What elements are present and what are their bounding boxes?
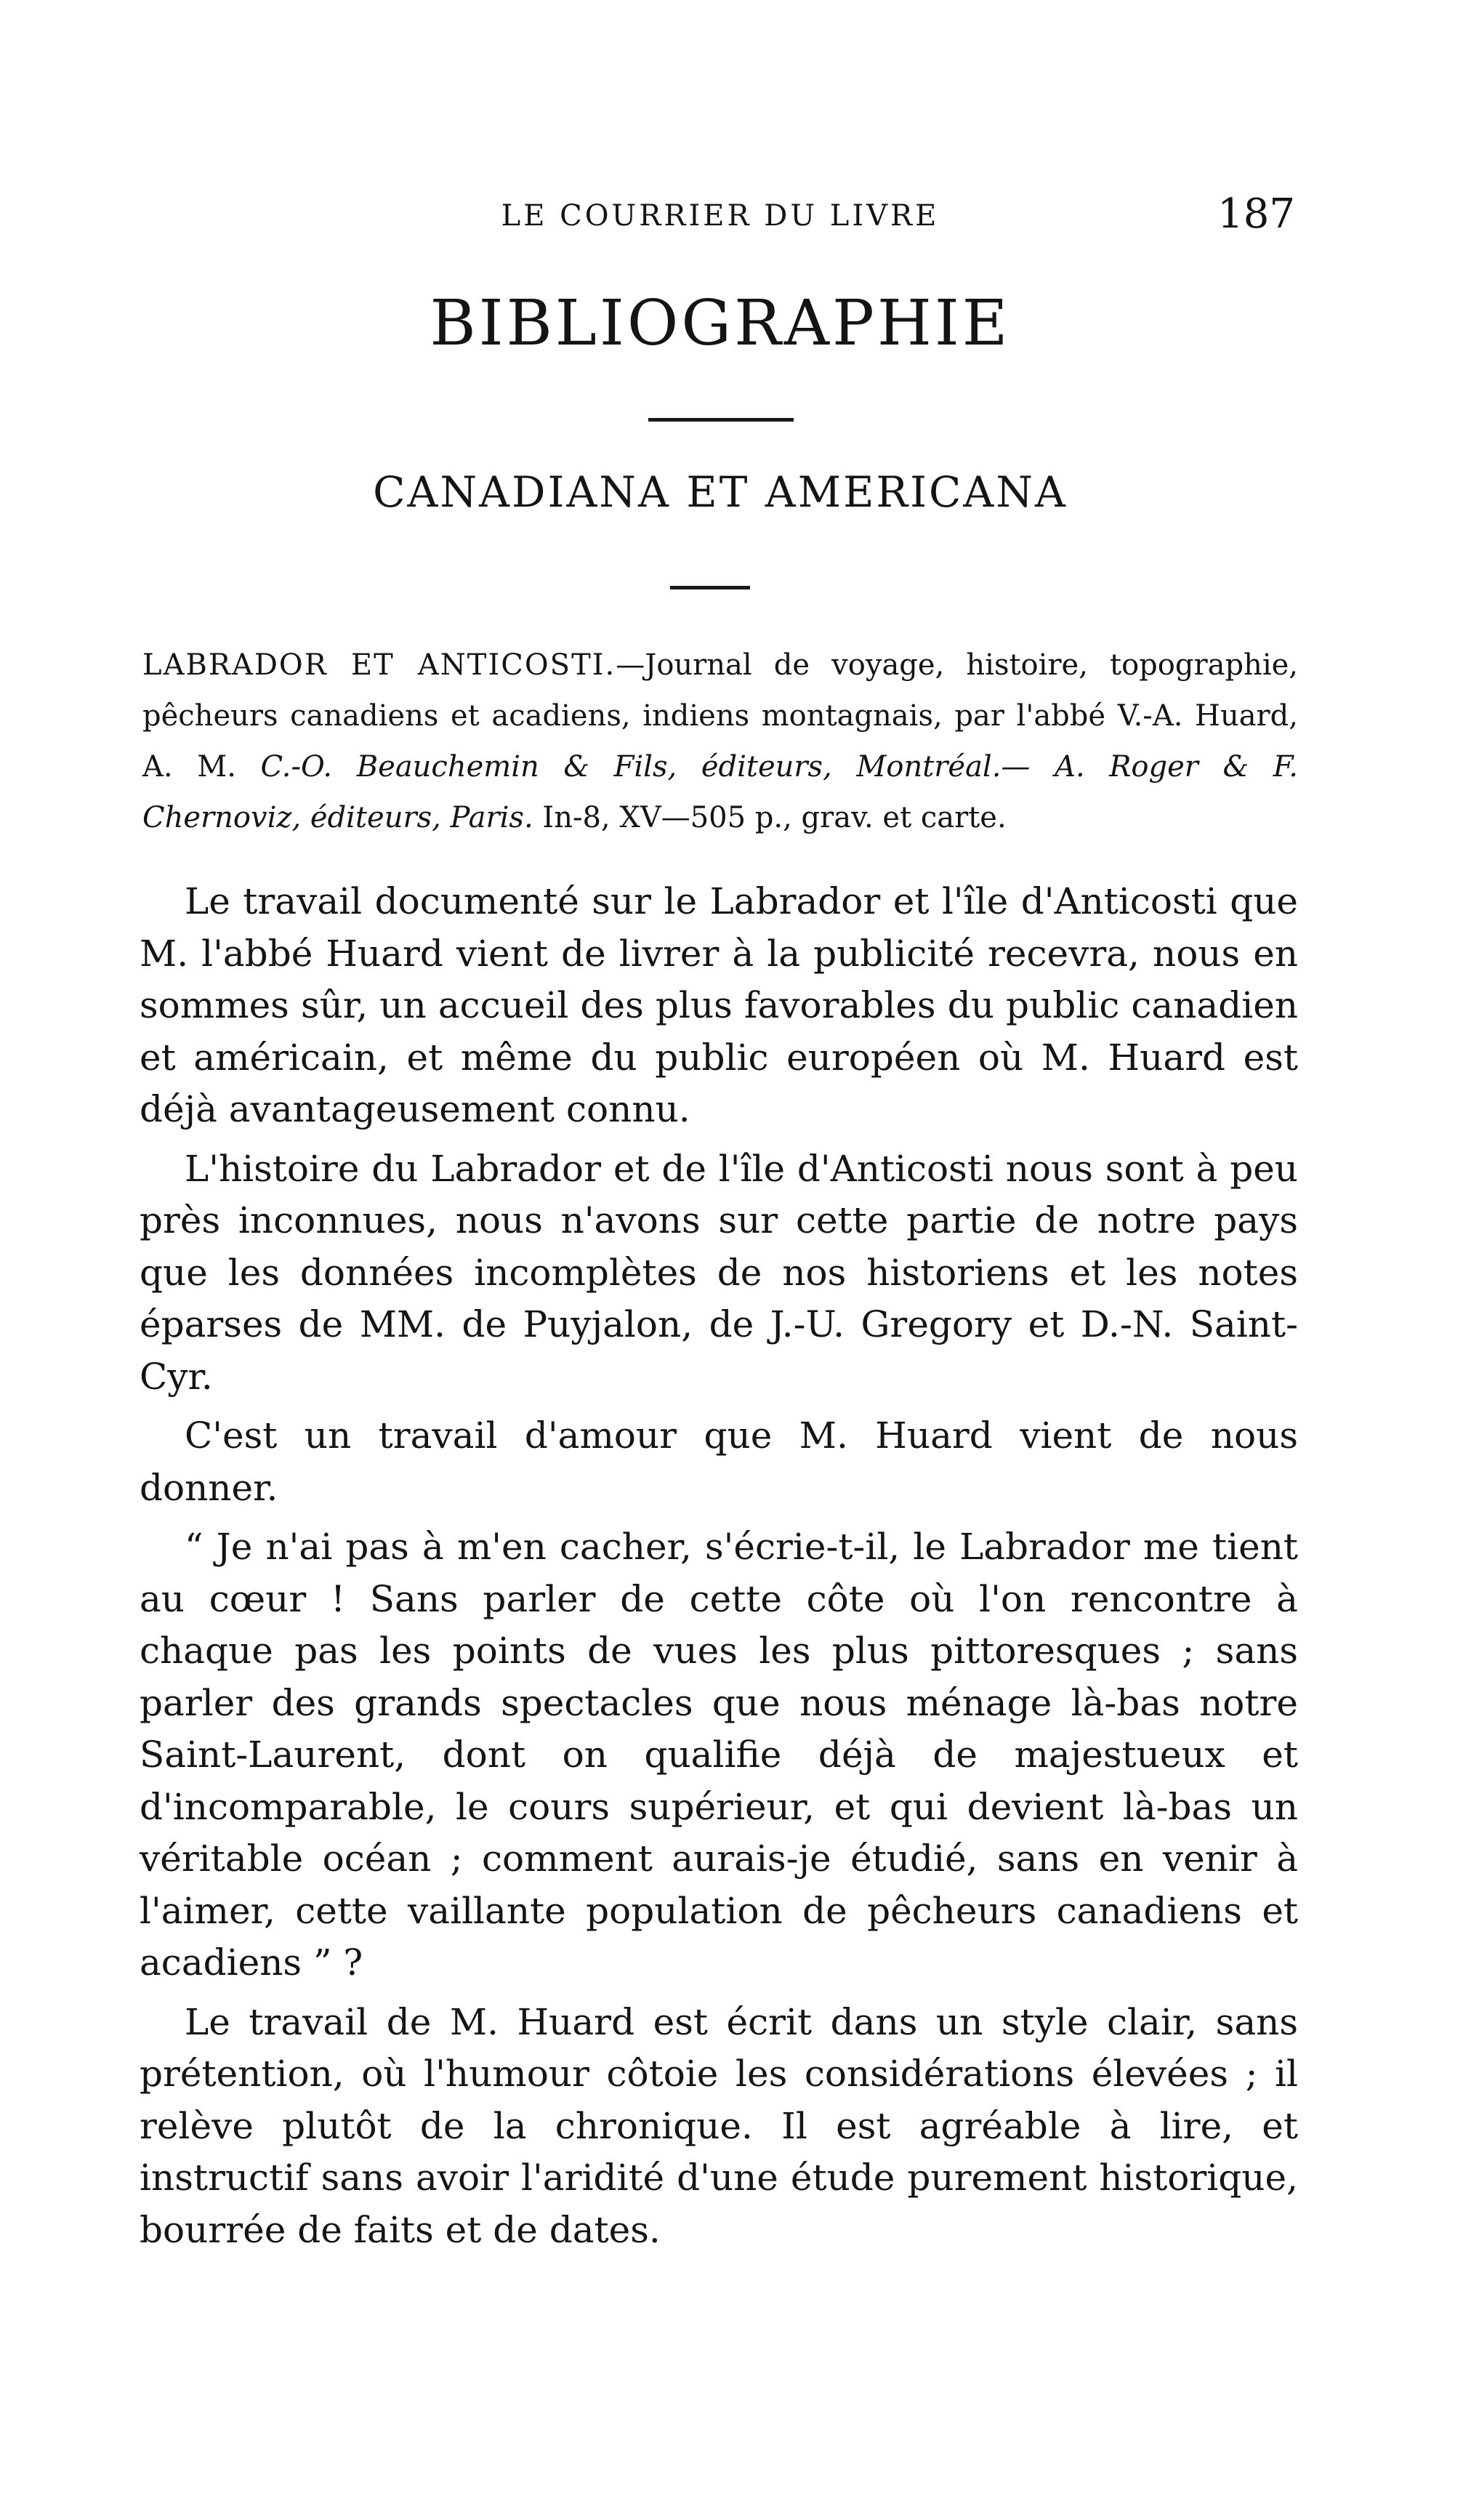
- subsection-title: CANADIANA ET AMERICANA: [373, 467, 1068, 517]
- paragraph: “ Je n'ai pas à m'en cacher, s'écrie-t-il, le Labrador me tient au cœur ! Sans parler de cette côte où l'on rencontre à chaque pas les points de vues les plus pittoresques ; sans parler des grands spectacles que nous ménage là-bas notre Saint-Laurent, dont on qualifie déjà de majestueux et d'incomparable, le cours supérieur, et qui devient là-bas un véritable océan ; comment aurais-je étudié, sans en venir à l'aimer, cette vaillante population de pêcheurs canadiens et acadiens ” ?: [140, 1526, 1298, 1984]
- review-body: [140, 876, 1298, 2256]
- running-header: [145, 190, 1295, 241]
- paragraph: C'est un travail d'amour que M. Huard vient de nous donner.: [140, 1414, 1298, 1509]
- entry-description: —Journal de voyage, histoire, topographie, pêcheurs canadiens et acadiens, indiens montagnais, par l'abbé V.-A. Huard, A. M.: [142, 648, 1298, 784]
- entry-title: LABRADOR ET ANTICOSTI.: [142, 648, 616, 682]
- paragraph: Le travail documenté sur le Labrador et l'île d'Anticosti que M. l'abbé Huard vient de livrer à la publicité recevra, nous en sommes sûr, un accueil des plus favorables du public canadien et américain, et même du public européen où M. Huard est déjà avantageusement connu.: [140, 880, 1298, 1130]
- subsection-divider: [670, 586, 750, 589]
- title-divider: [648, 418, 794, 422]
- section-title: BIBLIOGRAPHIE: [430, 287, 1011, 360]
- page-number: 187: [1217, 190, 1295, 238]
- bibliographic-entry: [142, 640, 1298, 843]
- entry-format: In-8, XV—505 p., grav. et carte.: [533, 801, 1007, 834]
- paragraph: L'histoire du Labrador et de l'île d'Anticosti nous sont à peu près inconnues, nous n'avons sur cette partie de notre pays que les données incomplètes de nos historiens et les notes éparses de MM. de Puyjalon, de J.-U. Gregory et D.-N. Saint-Cyr.: [140, 1147, 1298, 1398]
- entry-publishers: C.-O. Beauchemin & Fils, éditeurs, Montréal.— A. Roger & F. Chernoviz, éditeurs, Paris.: [142, 750, 1299, 834]
- paragraph: Le travail de M. Huard est écrit dans un style clair, sans prétention, où l'humour côtoie les considérations élevées ; il relève plutôt de la chronique. Il est agréable à lire, et instructif sans avoir l'aridité d'une étude purement historique, bourrée de faits et de dates.: [140, 2000, 1298, 2251]
- running-title: LE COURRIER DU LIVRE: [501, 199, 940, 233]
